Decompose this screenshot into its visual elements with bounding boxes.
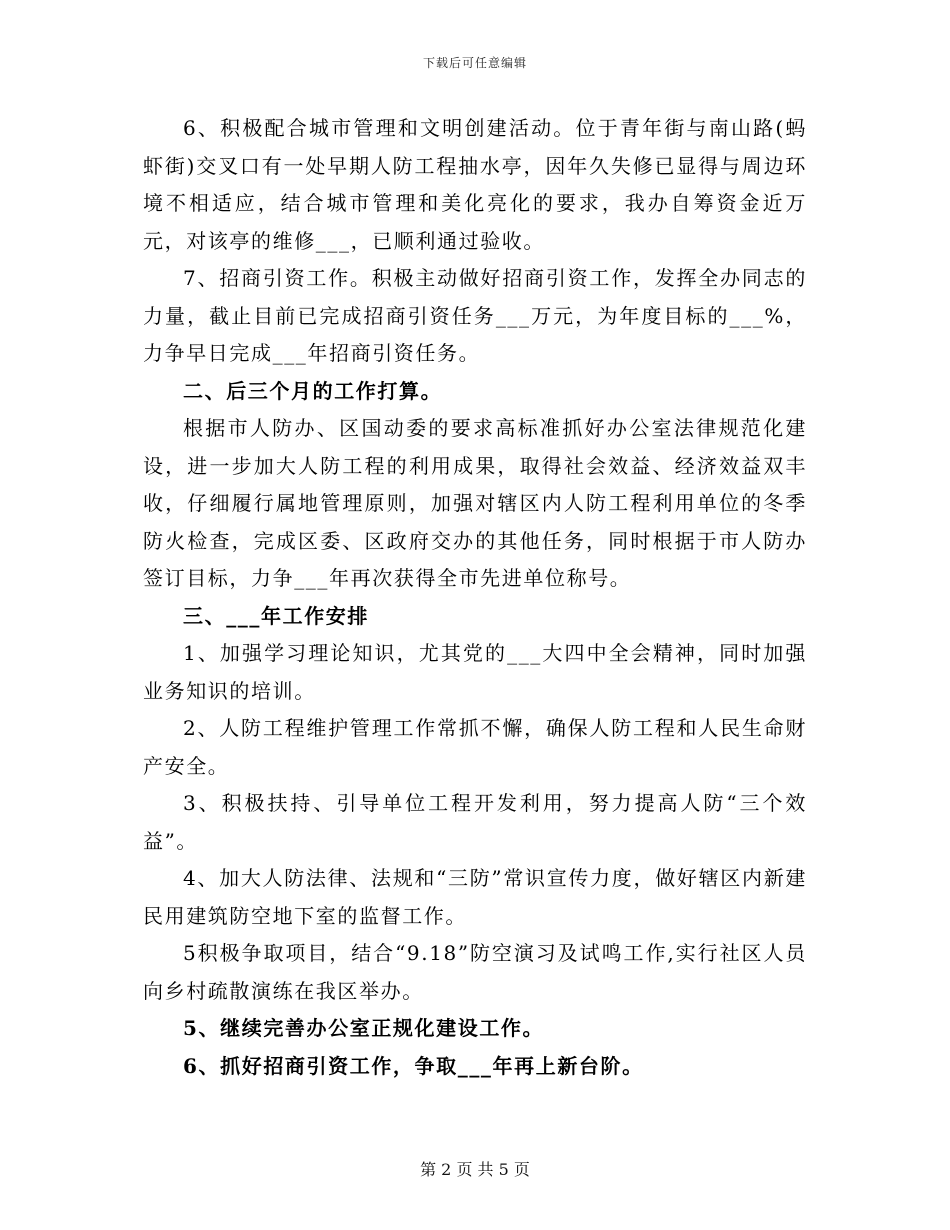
paragraph-arrangement-1: 1、加强学习理论知识，尤其党的___大四中全会精神，同时加强业务知识的培训。 — [143, 641, 807, 703]
paragraph-arrangement-3: 3、积极扶持、引导单位工程开发利用，努力提高人防“三个效益”。 — [143, 791, 807, 853]
paragraph-arrangement-4: 4、加大人防法律、法规和“三防”常识宣传力度，做好辖区内新建民用建筑防空地下室的监督工作。 — [143, 866, 807, 928]
paragraph-arrangement-5-office: 5、继续完善办公室正规化建设工作。 — [183, 1016, 545, 1040]
paragraph-plan: 根据市人防办、区国动委的要求高标准抓好办公室法律规范化建设，进一步加大人防工程的利用成果，取得社会效益、经济效益双丰收，仔细履行属地管理原则，加强对辖区内人防工程利用单位的冬季防火检查，完成区委、区政府交办的其他任务，同时根据于市人防办签订目标，力争___年再次获得全市先进单位称号。 — [143, 416, 807, 590]
paragraph-item-7: 7、招商引资工作。积极主动做好招商引资工作，发挥全办同志的力量，截止目前已完成招商引资任务___万元，为年度目标的___%，力争早日完成___年招商引资任务。 — [143, 266, 807, 365]
paragraph-item-6: 6、积极配合城市管理和文明创建活动。位于青年街与南山路(蚂虾街)交叉口有一处早期人防工程抽水亭，因年久失修已显得与周边环境不相适应，结合城市管理和美化亮化的要求，我办自筹资金近万元，对该亭的维修___，已顺利通过验收。 — [143, 116, 807, 253]
document-body — [143, 110, 807, 1085]
page-footer: 第 2 页 共 5 页 — [420, 1160, 530, 1179]
paragraph-arrangement-5-project: 5积极争取项目，结合“9.18”防空演习及试鸣工作,实行社区人员向乡村疏散演练在我区举办。 — [143, 941, 807, 1003]
paragraph-arrangement-2: 2、人防工程维护管理工作常抓不懈，确保人防工程和人民生命财产安全。 — [143, 716, 807, 778]
page-header: 下载后可任意编辑 — [422, 56, 527, 70]
section-heading-two: 二、后三个月的工作打算。 — [183, 378, 443, 403]
paragraph-arrangement-6: 6、抓好招商引资工作，争取___年再上新台阶。 — [183, 1053, 644, 1078]
section-heading-three: 三、___年工作安排 — [183, 603, 369, 628]
